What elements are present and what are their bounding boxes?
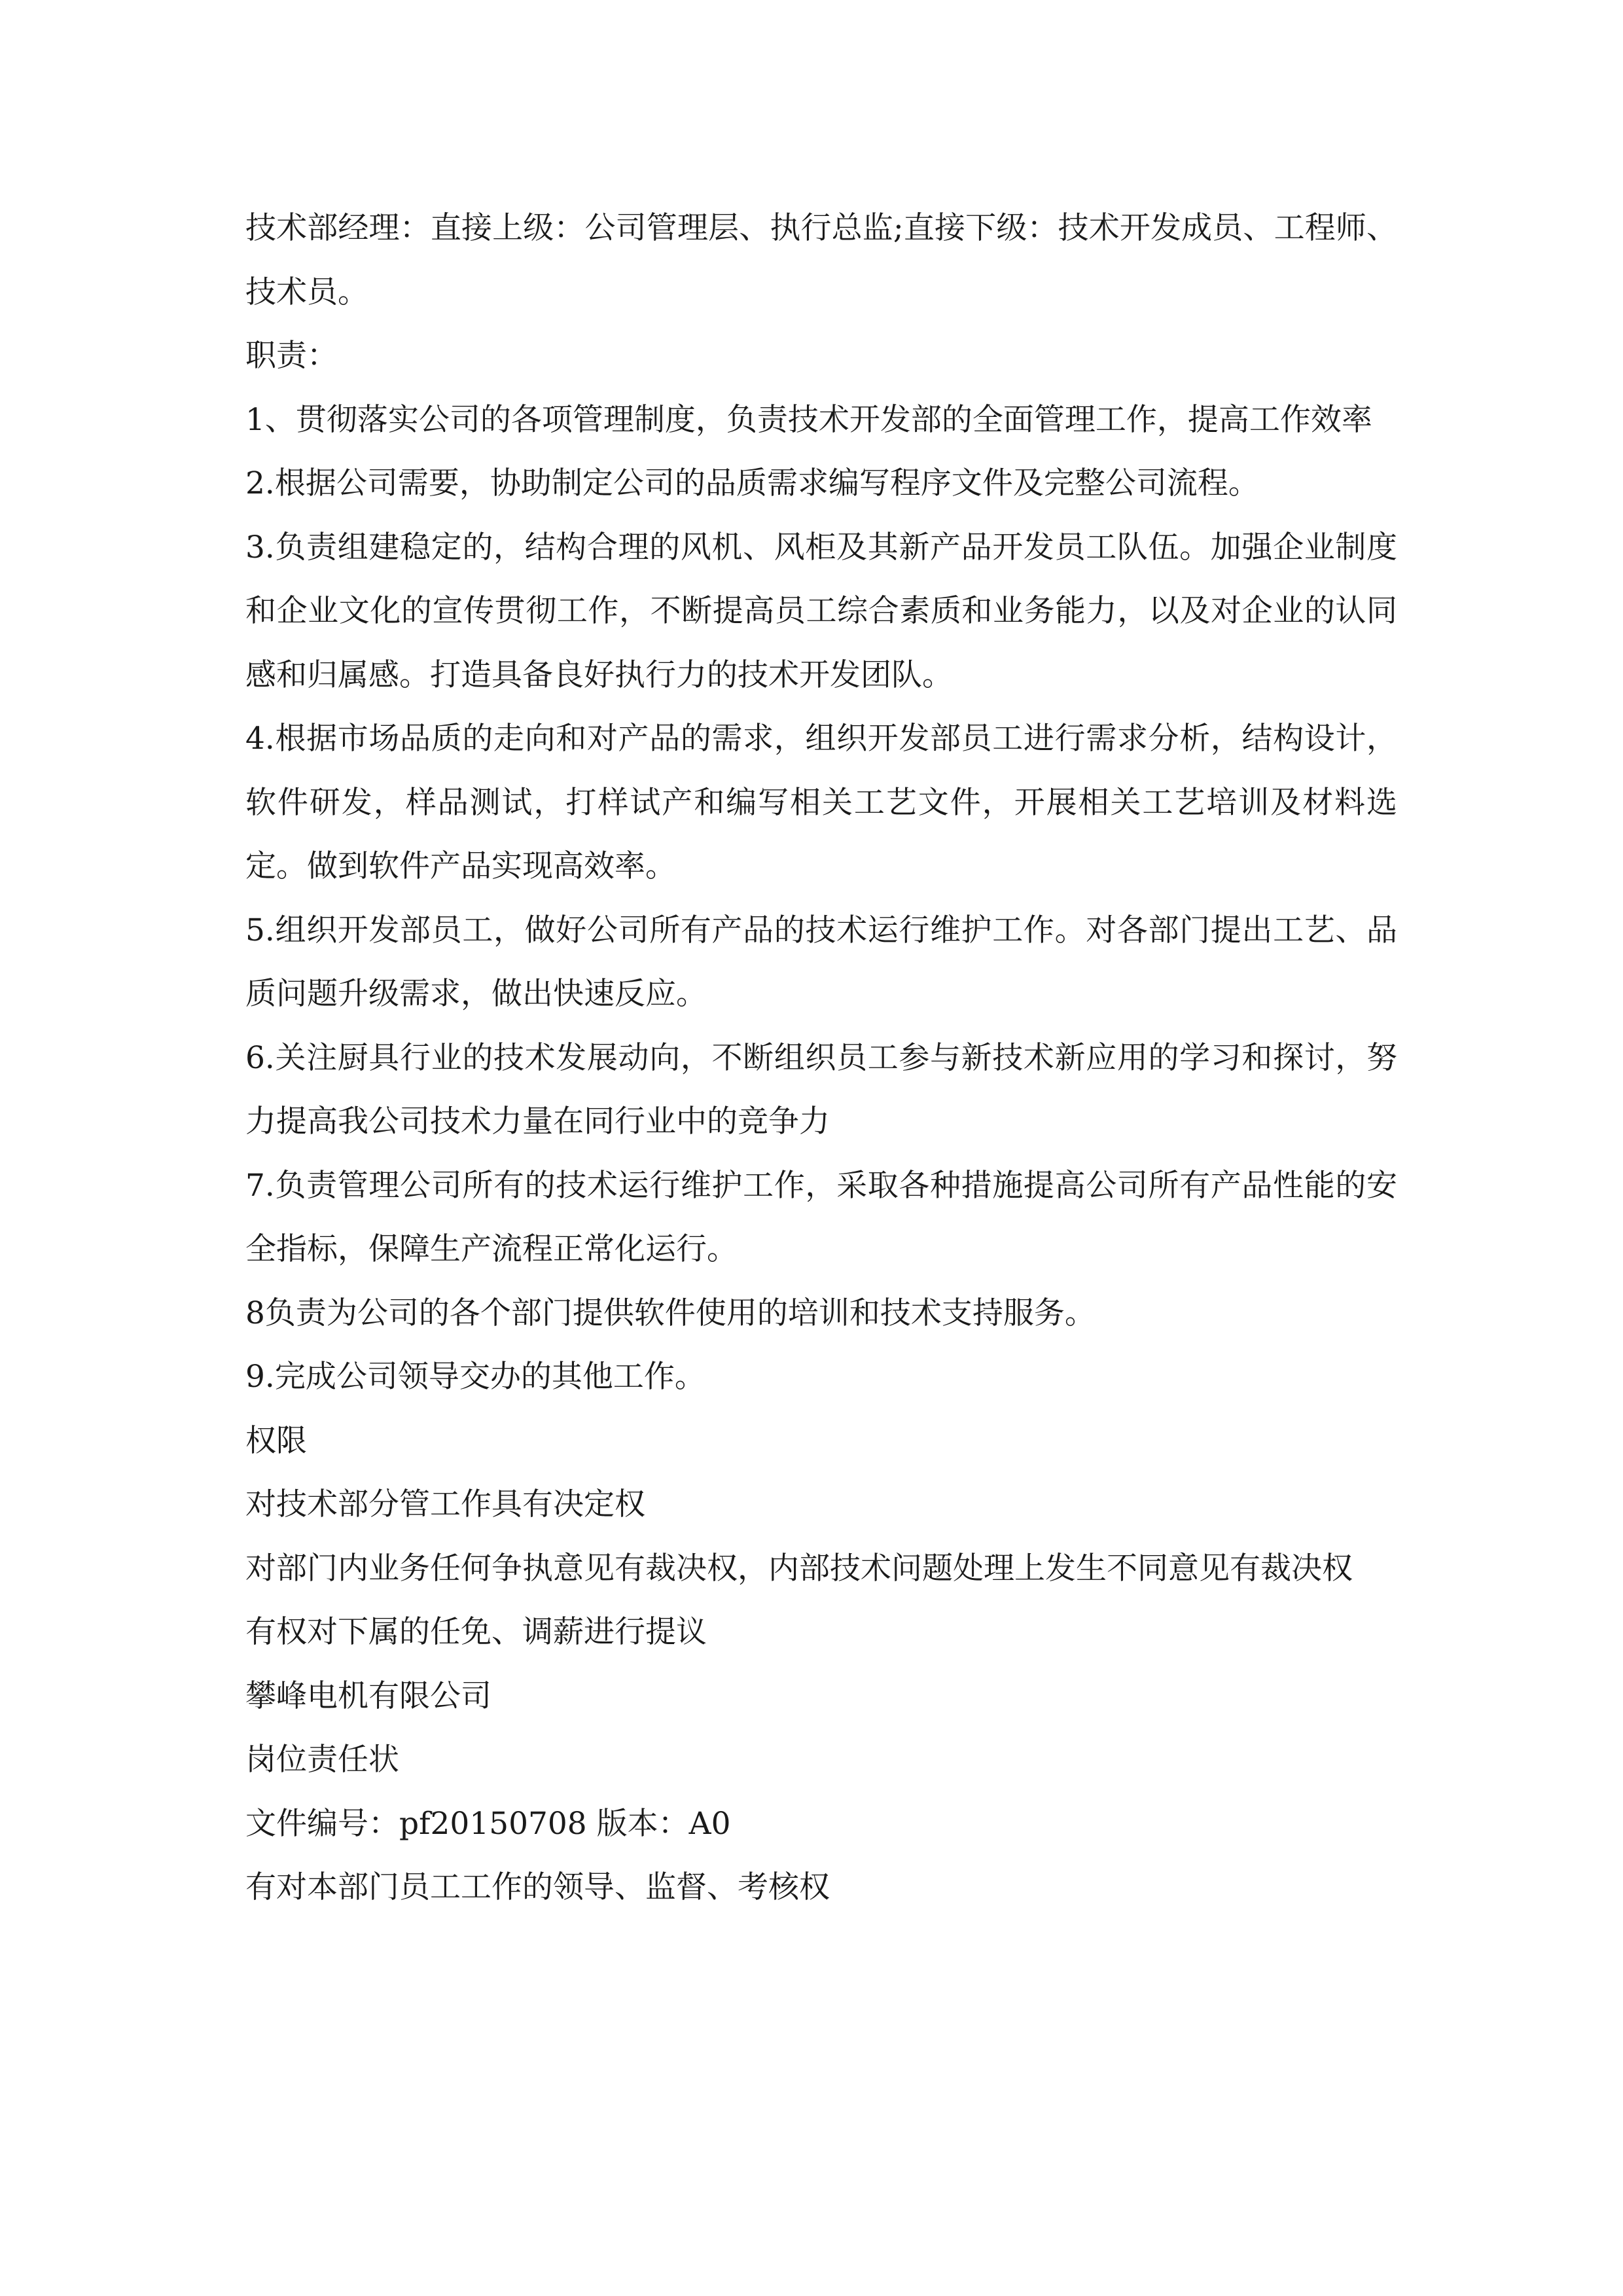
document-body xyxy=(245,196,1397,1920)
duty-item-8: 8负责为公司的各个部门提供软件使用的培训和技术支持服务。 xyxy=(245,1295,1096,1331)
heading-authority: 权限 xyxy=(245,1422,307,1459)
heading-duties: 职责： xyxy=(245,338,338,374)
authority-item-2: 对部门内业务任何争执意见有裁决权，内部技术问题处理上发生不同意见有裁决权 xyxy=(245,1550,1353,1587)
duty-item-9: 9.完成公司领导交办的其他工作。 xyxy=(245,1359,705,1395)
duty-item-7: 7.负责管理公司所有的技术运行维护工作，采取各种措施提高公司所有产品性能的安全指标，保障生产流程正常化运行。 xyxy=(245,1167,1397,1267)
duty-item-1: 1、贯彻落实公司的各项管理制度，负责技术开发部的全面管理工作，提高工作效率 xyxy=(245,401,1372,438)
duty-item-3: 3.负责组建稳定的，结构合理的风机、风柜及其新产品开发员工队伍。加强企业制度和企业文化的宣传贯彻工作，不断提高员工综合素质和业务能力，以及对企业的认同感和归属感。打造具备良好执行力的技术开发团队。 xyxy=(245,529,1397,693)
authority-item-1: 对技术部分管工作具有决定权 xyxy=(245,1486,645,1522)
authority-item-4: 有对本部门员工工作的领导、监督、考核权 xyxy=(245,1869,830,1905)
duty-item-6: 6.关注厨具行业的技术发展动向，不断组织员工参与新技术新应用的学习和探讨，努力提高我公司技术力量在同行业中的竞争力 xyxy=(245,1039,1397,1139)
document-number-version: 文件编号：pf20150708 版本：A0 xyxy=(245,1805,731,1842)
duty-item-5: 5.组织开发部员工，做好公司所有产品的技术运行维护工作。对各部门提出工艺、品质问题升级需求，做出快速反应。 xyxy=(245,912,1397,1012)
company-name: 攀峰电机有限公司 xyxy=(245,1677,491,1714)
duty-item-2: 2.根据公司需要，协助制定公司的品质需求编写程序文件及完整公司流程。 xyxy=(245,465,1259,501)
authority-item-3: 有权对下属的任免、调薪进行提议 xyxy=(245,1614,707,1650)
duty-item-4: 4.根据市场品质的走向和对产品的需求，组织开发部员工进行需求分析，结构设计，软件研发，样品测试，打样试产和编写相关工艺文件，开展相关工艺培训及材料选定。做到软件产品实现高效率。 xyxy=(245,721,1397,884)
paragraph-reporting-line: 技术部经理：直接上级：公司管理层、执行总监;直接下级：技术开发成员、工程师、技术员。 xyxy=(245,210,1397,310)
document-title: 岗位责任状 xyxy=(245,1742,399,1778)
